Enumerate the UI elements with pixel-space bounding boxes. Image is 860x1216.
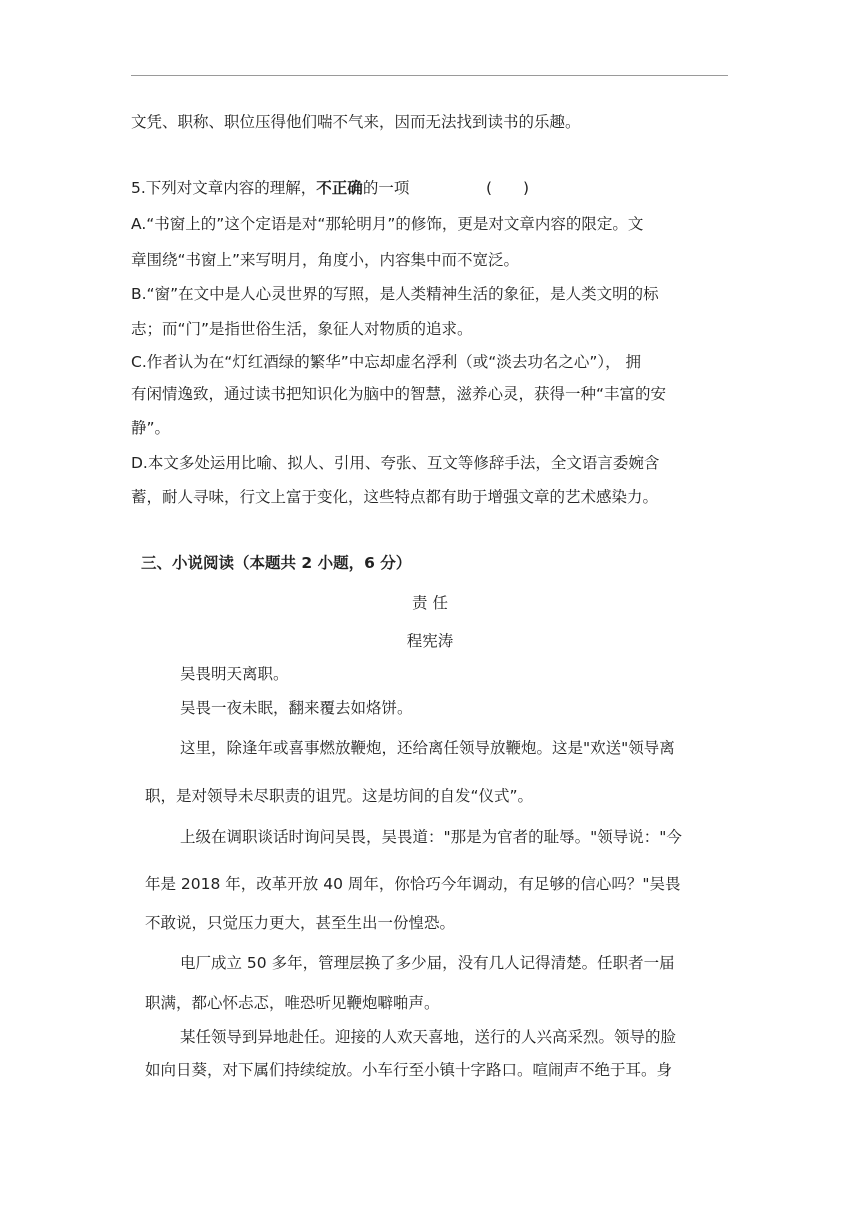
question-5-stem-before: 5.下列对文章内容的理解， [131, 179, 317, 197]
question-5-stem-after: 的一项 [362, 179, 410, 197]
option-d-line-2: 蓄，耐人寻味，行文上富于变化，这些特点都有助于增强文章的艺术感染力。 [131, 488, 659, 506]
story-paragraph-line: 职满，都心怀忐忑，唯恐听见鞭炮噼啪声。 [145, 994, 440, 1012]
question-5-stem [131, 178, 409, 198]
story-paragraph-line: 某任领导到异地赴任。迎接的人欢天喜地，送行的人兴高采烈。领导的脸 [180, 1028, 677, 1046]
answer-bracket: ( ) [486, 179, 530, 197]
story-paragraph-line: 电厂成立 50 多年，管理层换了多少届，没有几人记得清楚。任职者一届 [180, 954, 675, 972]
option-b-line-1: B.“窗”在文中是人心灵世界的写照，是人类精神生活的象征，是人类文明的标 [131, 285, 659, 303]
option-c-line-3: 静”。 [131, 419, 171, 437]
story-paragraph-line: 吴畏明天离职。 [180, 665, 289, 683]
option-c-line-2: 有闲情逸致，通过读书把知识化为脑中的智慧，滋养心灵，获得一种“丰富的安 [131, 385, 667, 403]
option-d-line-1: D.本文多处运用比喻、拟人、引用、夸张、互文等修辞手法，全文语言委婉含 [131, 454, 660, 472]
story-paragraph-line: 吴畏一夜未眠，翻来覆去如烙饼。 [180, 699, 413, 717]
question-5-stem-emphasis: 不正确 [316, 179, 363, 197]
option-b-line-2: 志；而“门”是指世俗生活，象征人对物质的追求。 [131, 320, 473, 338]
section-3-heading: 三、小说阅读（本题共 2 小题，6 分） [141, 554, 412, 572]
story-paragraph-line: 职，是对领导未尽职责的诅咒。这是坊间的自发“仪式”。 [145, 787, 534, 805]
option-a-line-1: A.“书窗上的”这个定语是对“那轮明月”的修饰，更是对文章内容的限定。文 [131, 215, 644, 233]
story-paragraph-line: 上级在调职谈话时询问吴畏，吴畏道："那是为官者的耻辱。"领导说："今 [180, 828, 682, 846]
intro-tail-line: 文凭、职称、职位压得他们喘不气来，因而无法找到读书的乐趣。 [131, 113, 581, 131]
story-paragraph-line: 年是 2018 年，改革开放 40 周年，你恰巧今年调动，有足够的信心吗？"吴畏 [145, 875, 681, 893]
story-paragraph-line: 不敢说，只觉压力更大，甚至生出一份惶恐。 [145, 914, 456, 932]
story-paragraph-line: 如向日葵，对下属们持续绽放。小车行至小镇十字路口。喧闹声不绝于耳。身 [145, 1061, 673, 1079]
header-rule [131, 75, 728, 76]
story-paragraph-line: 这里，除逢年或喜事燃放鞭炮，还给离任领导放鞭炮。这是"欢送"领导离 [180, 739, 675, 757]
story-author: 程宪涛 [406, 632, 454, 650]
option-a-line-2: 章围绕“书窗上”来写明月，角度小，内容集中而不宽泛。 [131, 251, 520, 269]
story-title: 责 任 [412, 594, 448, 612]
option-c-line-1: C.作者认为在“灯红酒绿的繁华”中忘却虚名浮利（或“淡去功名之心”）， 拥 [131, 353, 642, 371]
